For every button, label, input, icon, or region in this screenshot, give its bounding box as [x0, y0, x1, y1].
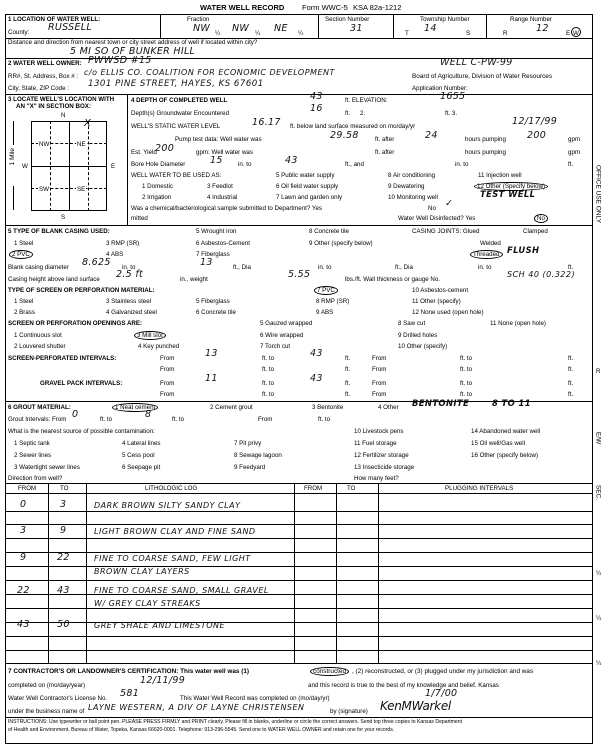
log-to-header: TO [60, 485, 69, 492]
section-value[interactable]: 31 [350, 23, 363, 34]
quarter-3: ¼ [298, 30, 304, 37]
s4-label: 4 DEPTH OF COMPLETED WELL [131, 97, 228, 104]
county-label: County: [8, 29, 30, 36]
log-row-5-desc[interactable]: GREY SHALE AND LIMESTONE [94, 621, 226, 630]
gravel-from[interactable]: 11 [205, 373, 218, 384]
contam-watertight[interactable]: 3 Watertight sewer lines [14, 464, 80, 471]
open-other[interactable]: 10 Other (specify) [398, 343, 448, 350]
address-label: RR#, St. Address, Box # : [8, 73, 79, 80]
joints-clamped[interactable]: Clamped [523, 228, 548, 235]
diam-to-value[interactable]: 13 [200, 257, 213, 268]
grout-from-label-2: From [258, 416, 273, 423]
compass-e: E [111, 163, 116, 170]
gravel-ft: ft. [345, 380, 351, 387]
screen-steel[interactable]: 1 Steel [14, 298, 34, 305]
use-domestic[interactable]: 1 Domestic [142, 183, 173, 190]
elevation-value[interactable]: 1655 [440, 91, 466, 102]
instructions-2: of Health and Environment, Bureau of Water, Topeka, Kansas 66620-0001. Telephone: 913-296-5545. Send one to WATER WELL OWNER and retain one for your records. [8, 727, 395, 733]
log-row-2-to[interactable]: 9 [60, 525, 67, 536]
use-feedlot[interactable]: 3 Feedlot [207, 183, 233, 190]
r-label: R [503, 30, 508, 37]
perf-to-label-2: ft. to [460, 355, 473, 362]
fraction-2[interactable]: NW [232, 23, 250, 34]
grout-bentonite[interactable]: 3 Bentonite [312, 404, 344, 411]
yield-hrs: hours pumping [465, 149, 506, 156]
s3-label-2: AN "X" IN SECTION BOX: [16, 103, 91, 110]
gw-2: 2. [360, 110, 366, 117]
s1-label: 1 LOCATION OF WATER WELL: [8, 16, 101, 23]
open-torch[interactable]: 7 Torch cut [260, 343, 291, 350]
perf-to-label-4: ft. to [460, 366, 473, 373]
perf-from-label: From [160, 355, 175, 362]
bore-ft: ft. [568, 161, 574, 168]
grout-other[interactable]: 4 Other [378, 404, 399, 411]
casing-other[interactable]: 9 Other (specify below) [309, 240, 373, 247]
completed-date[interactable]: 12/11/99 [140, 675, 186, 686]
use-other[interactable]: 12 Other (Specify below) [474, 182, 548, 191]
perf-ft: ft. [345, 355, 351, 362]
quad-se: SE [77, 186, 86, 193]
bore-value[interactable]: 15 [210, 155, 223, 166]
instructions-1: INSTRUCTIONS: Use typewriter or ball point pen. PLEASE PRESS FIRMLY and PRINT clearly. Please fill in blanks, underline or circle the correct answers. Send top three copies to Kansas Department [8, 719, 463, 725]
casing-steel[interactable]: 1 Steel [14, 240, 34, 247]
mile-label: 1 Mile [9, 148, 16, 166]
contam-cesspool[interactable]: 5 Cess pool [122, 452, 155, 459]
county-value[interactable]: RUSSELL [48, 22, 92, 33]
grout-to-label-3: ft. to [318, 416, 331, 423]
perf-from-label-4: From [372, 366, 387, 373]
static-value[interactable]: 16.17 [252, 117, 281, 128]
t-label: T [405, 30, 409, 37]
board-text: Board of Agriculture, Division of Water Resources [412, 73, 553, 80]
address-value[interactable]: c/o ELLIS CO. COALITION FOR ECONOMIC DEVELOPMENT [84, 68, 335, 77]
log-row-3-desc2[interactable]: BROWN CLAY LAYERS [94, 567, 190, 576]
perf-from-label-2: From [372, 355, 387, 362]
side-sec: SEC. [594, 485, 602, 501]
chem-no[interactable]: No [428, 205, 436, 212]
screen-asbestos[interactable]: 10 Asbestos-cement [412, 287, 469, 294]
open-continuous[interactable]: 1 Continuous slot [14, 332, 62, 339]
ksa-number: KSA 82a-1212 [353, 3, 402, 12]
casing-asbestos[interactable]: 6 Asbestos-Cement [196, 240, 250, 247]
record-date[interactable]: 1/7/00 [425, 688, 458, 699]
diam-in-to-2: in. to [318, 264, 332, 271]
fraction-1[interactable]: NW [193, 23, 211, 34]
form-title: WATER WELL RECORD [200, 3, 285, 12]
business-value[interactable]: LAYNE WESTERN, A DIV OF LAYNE CHRISTENSEN [88, 703, 305, 712]
disinfected-label: Water Well Disinfected? Yes [398, 215, 476, 222]
open-saw[interactable]: 8 Saw cut [398, 320, 426, 327]
grout-other-range[interactable]: 8 TO 11 [492, 398, 531, 408]
casing-concrete[interactable]: 8 Concrete tile [309, 228, 349, 235]
gravel-to-label: ft. to [262, 380, 275, 387]
contam-privy[interactable]: 7 Pit privy [234, 440, 262, 447]
contam-insecticide[interactable]: 13 Insecticide storage [354, 464, 415, 471]
contam-septic[interactable]: 1 Septic tank [14, 440, 50, 447]
open-wire[interactable]: 6 Wire wrapped [260, 332, 304, 339]
howmany-label: How many feet? [354, 475, 399, 482]
grout-intervals-label: Grout Intervals: From [8, 416, 67, 423]
perf-to[interactable]: 43 [310, 348, 323, 359]
license-value[interactable]: 581 [120, 688, 140, 699]
record-label: This Water Well Record was completed on (mo/day/yr) [180, 695, 330, 702]
screen-concrete[interactable]: 6 Concrete tile [196, 309, 236, 316]
plug-to-header: TO [347, 485, 356, 492]
elevation-label: ft. ELEVATION: [345, 97, 388, 104]
township-value[interactable]: 14 [424, 23, 437, 34]
grout-to-label-2: ft. to [172, 416, 185, 423]
log-row-3-desc[interactable]: FINE TO COARSE SAND, FEW LIGHT [94, 554, 251, 563]
log-row-5-to[interactable]: 50 [57, 619, 70, 630]
log-from-header: FROM [18, 485, 37, 492]
quad-nw: NW [39, 141, 50, 148]
diam-ft: ft. [568, 264, 574, 271]
chem-label: Was a chemical/bacteriological sample submitted to Department? Yes [131, 205, 322, 212]
contam-other[interactable]: 16 Other (specify below) [471, 452, 539, 459]
contam-abandoned[interactable]: 14 Abandoned water well [471, 428, 541, 435]
diam-in-to-3: in. to [478, 264, 492, 271]
perf-from[interactable]: 13 [205, 348, 218, 359]
bore-and: ft., and [345, 161, 364, 168]
application-label: Application Number: [412, 85, 468, 92]
side-q3: ¼ [596, 660, 602, 667]
contam-feedyard[interactable]: 9 Feedyard [234, 464, 266, 471]
use-irrigation[interactable]: 2 Irrigation [142, 194, 172, 201]
range-value[interactable]: 12 [536, 23, 549, 34]
s5-label: 5 TYPE OF BLANK CASING USED: [8, 228, 110, 235]
log-row-1-from[interactable]: 0 [20, 499, 27, 510]
gravel-from-label: From [160, 380, 175, 387]
pump-gpm[interactable]: 200 [527, 130, 547, 141]
owner-value[interactable]: PWWSD #15 [88, 55, 152, 66]
log-row-3-to[interactable]: 22 [57, 552, 70, 563]
groundwater-label: Depth(s) Groundwater Encountered [131, 110, 230, 117]
screen-label: TYPE OF SCREEN OR PERFORATION MATERIAL: [8, 287, 155, 294]
casing-fiberglass[interactable]: 7 Fiberglass [196, 251, 230, 258]
quad-sw: SW [39, 186, 49, 193]
compass-s: S [61, 214, 66, 221]
side-r: R [596, 368, 601, 375]
log-row-4-desc2[interactable]: W/ GREY CLAY STREAKS [94, 599, 201, 608]
use-lawn[interactable]: 7 Lawn and garden only [276, 194, 343, 201]
grout-cement[interactable]: 2 Cement grout [210, 404, 253, 411]
casing-abs[interactable]: 4 ABS [106, 251, 124, 258]
distance-value[interactable]: 5 MI SO OF BUNKER HILL [70, 46, 196, 57]
side-ew: E/W [594, 432, 602, 445]
gravel-to[interactable]: 43 [310, 373, 323, 384]
screen-fiberglass[interactable]: 5 Fiberglass [196, 298, 230, 305]
license-label: Water Well Contractor's License No. [8, 695, 108, 702]
perf-from-label-3: From [160, 366, 175, 373]
gauge-label: lbs./ft. Wall thickness or gauge No. [345, 276, 441, 283]
s6-label: 6 GROUT MATERIAL: [8, 404, 71, 411]
section-label: Section Number [325, 16, 370, 23]
log-row-2-from[interactable]: 3 [20, 525, 27, 536]
contam-livestock[interactable]: 10 Livestock pens [354, 428, 404, 435]
contam-sewer[interactable]: 2 Sewer lines [14, 452, 52, 459]
s7-label: 7 CONTRACTOR'S OR LANDOWNER'S CERTIFICATION: This water well was (1) [8, 668, 250, 675]
open-mill-slot[interactable]: 3 Mill slot [134, 331, 166, 340]
gravel-from-label-3: From [160, 391, 175, 398]
office-use-label: OFFICE USE ONLY [594, 165, 602, 224]
pump-value[interactable]: 29.58 [330, 130, 359, 141]
range-w: W [573, 30, 579, 37]
yield-gpm: gpm: Well water was [196, 149, 253, 156]
use-air[interactable]: 8 Air conditioning [388, 172, 436, 179]
perf-ft-2: ft. [568, 355, 574, 362]
gravel-to-label-3: ft. to [262, 391, 275, 398]
well-id[interactable]: WELL C-PW-99 [440, 57, 513, 68]
use-oilfield[interactable]: 6 Oil field water supply [276, 183, 339, 190]
log-row-4-from[interactable]: 22 [17, 585, 30, 596]
signature-label: by (signature) [330, 708, 368, 715]
city-value[interactable]: 1301 PINE STREET, HAYES, KS 67601 [88, 79, 264, 89]
completed-label: completed on (mo/day/year) [8, 682, 86, 689]
perf-to-label: ft. to [262, 355, 275, 362]
static-tail: ft. below land surface measured on mo/day/yr [290, 123, 416, 130]
gravel-from-label-2: From [372, 380, 387, 387]
perf-ft-4: ft. [568, 366, 574, 373]
disinfected-no[interactable]: No [534, 214, 548, 223]
contam-fertilizer[interactable]: 12 Fertilizer storage [354, 452, 409, 459]
quarter-1: ¼ [215, 30, 221, 37]
open-drilled[interactable]: 9 Drilled holes [398, 332, 438, 339]
log-row-4-to[interactable]: 43 [57, 585, 70, 596]
grout-neat-cement[interactable]: 1 Neat cement [112, 403, 158, 412]
screen-other[interactable]: 11 Other (specify) [412, 298, 461, 305]
bore-to-value[interactable]: 43 [285, 155, 298, 166]
compass-w: W [22, 163, 28, 170]
yield-value[interactable]: 200 [155, 143, 175, 154]
gravel-ft-4: ft. [568, 391, 574, 398]
contam-oilgas[interactable]: 15 Oil well/Gas well [471, 440, 525, 447]
location-x-mark[interactable]: X [84, 118, 92, 129]
true-text: and this record is true to the best of my knowledge and belief. Kansas [308, 682, 499, 689]
s2-label: 2 WATER WELL OWNER: [8, 60, 82, 67]
log-row-5-from[interactable]: 43 [17, 619, 30, 630]
plug-from-header: FROM [304, 485, 323, 492]
open-key[interactable]: 4 Key punched [138, 343, 180, 350]
static-label: WELL'S STATIC WATER LEVEL [131, 123, 221, 130]
open-gauze[interactable]: 5 Gauzed wrapped [260, 320, 313, 327]
grout-to[interactable]: 8 [145, 409, 152, 420]
screen-brass[interactable]: 2 Brass [14, 309, 35, 316]
diam-in-to: in. to [122, 264, 136, 271]
diam-label: Blank casing diameter [8, 264, 69, 271]
pump-hrs: hours pumping [465, 136, 506, 143]
weight-value[interactable]: 5.55 [288, 269, 311, 280]
city-label: City, State, ZIP Code : [8, 85, 69, 92]
quarter-2: ¼ [255, 30, 261, 37]
pump-hours[interactable]: 24 [425, 130, 438, 141]
screen-stainless[interactable]: 3 Stainless steel [106, 298, 152, 305]
gw-ft: ft. [345, 110, 351, 117]
fraction-label: Fraction [187, 16, 210, 23]
perf-label: SCREEN-PERFORATED INTERVALS: [8, 355, 117, 362]
gw-3: ft. 3. [445, 110, 458, 117]
use-label: WELL WATER TO BE USED AS: [131, 172, 222, 179]
gravel-label: GRAVEL PACK INTERVALS: [40, 380, 123, 387]
grout-to-label: ft. to [100, 416, 113, 423]
log-row-3-from[interactable]: 9 [20, 552, 27, 563]
plug-header: PLUGGING INTERVALS [445, 485, 514, 492]
contam-fuel[interactable]: 11 Fuel storage [354, 440, 397, 447]
pump-after: ft. after [375, 136, 395, 143]
perf-to-label-3: ft. to [262, 366, 275, 373]
use-injection[interactable]: 11 Injection well [478, 172, 522, 179]
perf-ft-3: ft. [345, 366, 351, 373]
diam-value[interactable]: 8.625 [82, 257, 111, 268]
quad-ne: NE [77, 141, 86, 148]
gravel-ft-2: ft. [568, 380, 574, 387]
groundwater-1[interactable]: 16 [310, 103, 323, 114]
pump-gpm-unit: gpm [568, 136, 581, 143]
side-q1: ¼ [596, 570, 602, 577]
screen-pvc[interactable]: 7 PVC [314, 286, 338, 295]
joints-flush[interactable]: FLUSH [507, 245, 540, 255]
s-label: S [466, 30, 471, 37]
side-q2: ¼ [596, 615, 602, 622]
use-monitoring[interactable]: 10 Monitoring well [388, 194, 438, 201]
gravel-ft-3: ft. [345, 391, 351, 398]
compass-n: N [61, 112, 66, 119]
gravel-to-label-2: ft. to [460, 380, 473, 387]
screen-rmp[interactable]: 8 RMP (SR) [316, 298, 350, 305]
joints-label: CASING JOINTS: Glued [412, 228, 480, 235]
casing-rmp[interactable]: 3 RMP (SR) [106, 240, 140, 247]
cert-constructed[interactable]: constructed [310, 667, 349, 676]
distance-label: Distance and direction from nearest town or city street address of well if located within city? [8, 39, 258, 46]
bore-in-to-2: in. to [455, 161, 469, 168]
contam-lagoon[interactable]: 8 Sewage lagoon [234, 452, 282, 459]
gravel-from-label-4: From [372, 391, 387, 398]
business-label: under the business name of [8, 708, 85, 715]
use-public[interactable]: 5 Public water supply [276, 172, 335, 179]
bore-in-to: in. to [238, 161, 252, 168]
log-litho-header: LITHOLOGIC LOG [145, 485, 198, 492]
use-dewatering[interactable]: 9 Dewatering [388, 183, 425, 190]
casing-wrought[interactable]: 5 Wrought iron [196, 228, 237, 235]
log-row-4-desc[interactable]: FINE TO COARSE SAND, SMALL GRAVEL [94, 586, 269, 595]
fraction-3[interactable]: NE [274, 23, 288, 34]
chem-mark[interactable]: ✓ [445, 198, 454, 209]
diam-dia: ft., Dia [233, 264, 251, 271]
use-industrial[interactable]: 4 Industrial [207, 194, 238, 201]
grout-other-value[interactable]: BENTONITE [412, 398, 470, 408]
pump-label: Pump test data: Well water was [175, 136, 262, 143]
contam-seepage[interactable]: 6 Seepage pit [122, 464, 161, 471]
screen-none[interactable]: 12 None used (open hole) [412, 309, 484, 316]
static-date[interactable]: 12/17/99 [512, 116, 558, 127]
gravel-to-label-4: ft. to [460, 391, 473, 398]
openings-label: SCREEN OR PERFORATION OPENINGS ARE: [8, 320, 143, 327]
range-label: Range Number [510, 16, 552, 23]
log-row-1-desc[interactable]: DARK BROWN SILTY SANDY CLAY [94, 501, 241, 510]
s7-rest: , (2) reconstructed, or (3) plugged under my jurisdiction and was [352, 668, 534, 675]
log-row-1-to[interactable]: 3 [60, 499, 67, 510]
signature[interactable]: KenMWarkel [380, 699, 451, 713]
joints-threaded[interactable]: Threaded [470, 250, 503, 259]
open-louvered[interactable]: 2 Louvered shutter [14, 343, 66, 350]
casing-pvc[interactable]: 2 PVC [9, 250, 33, 259]
range-w-circle [571, 27, 581, 37]
screen-abs[interactable]: 9 ABS [316, 309, 334, 316]
diam-dia-2: ft., Dia [395, 264, 413, 271]
contam-lateral[interactable]: 4 Lateral lines [122, 440, 161, 447]
grout-from[interactable]: 0 [72, 409, 79, 420]
depth-value[interactable]: 43 [310, 91, 323, 102]
chem-mitted: mitted [131, 215, 148, 222]
form-number: Form WWC-5 [302, 3, 348, 12]
range-e: E [566, 30, 571, 37]
bore-label: Bore Hole Diameter [131, 161, 186, 168]
other-use-value[interactable]: TEST WELL [480, 189, 536, 199]
joints-welded[interactable]: Welded [480, 240, 501, 247]
s3-label: 3 LOCATE WELL'S LOCATION WITH [8, 96, 115, 103]
height-label: Casing height above land surface [8, 276, 100, 283]
yield-after: ft. after [375, 149, 395, 156]
height-value[interactable]: 2.5 ft [116, 269, 143, 280]
direction-label: Direction from well? [8, 475, 63, 482]
yield-label: Est. Yield [131, 149, 157, 156]
log-row-2-desc[interactable]: LIGHT BROWN CLAY AND FINE SAND [94, 527, 256, 536]
screen-galvanized[interactable]: 4 Galvanized steel [106, 309, 157, 316]
weight-label: in., weight [180, 276, 208, 283]
gauge-value[interactable]: SCH 40 (0.322) [507, 270, 576, 279]
contam-label: What is the nearest source of possible contamination: [8, 428, 155, 435]
yield-gpm-unit: gpm [568, 149, 581, 156]
township-label: Township Number [420, 16, 470, 23]
open-none[interactable]: 11 None (open hole) [490, 320, 546, 327]
